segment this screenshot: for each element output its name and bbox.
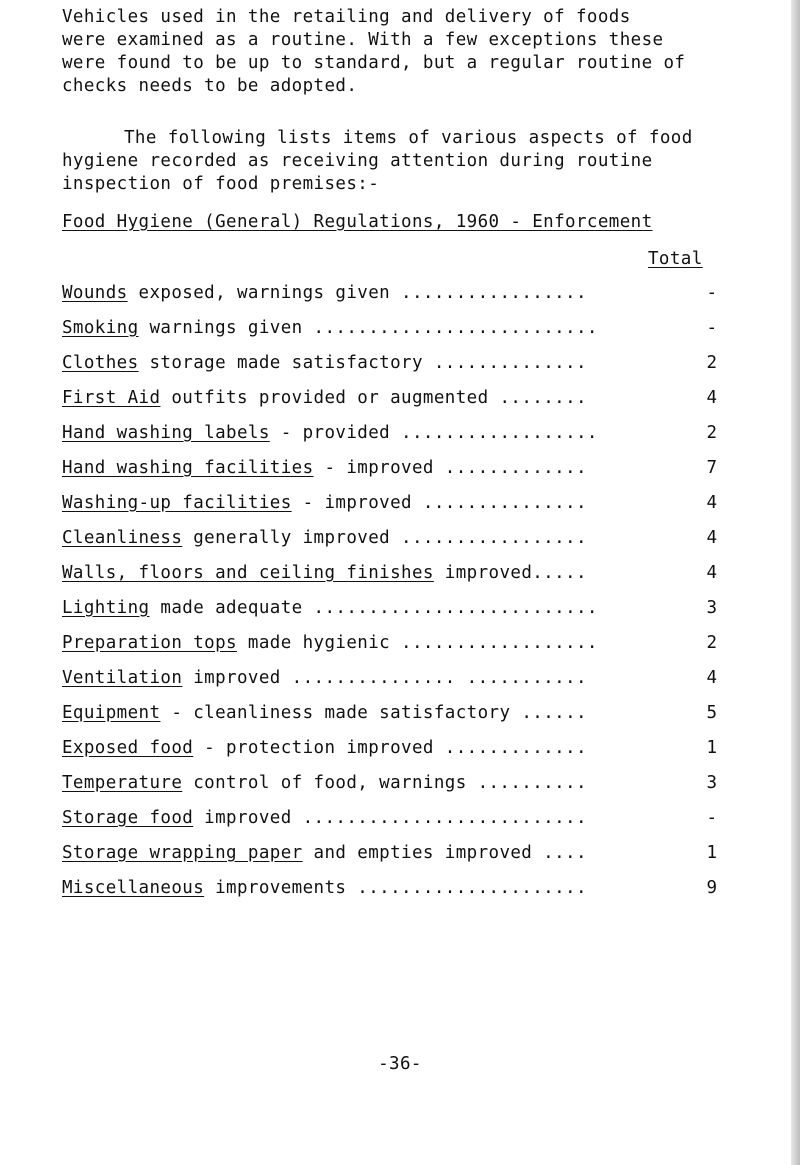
list-item [62,633,732,668]
item-underlined-subject: Ventilation [62,668,183,688]
list-item [62,598,732,633]
list-item [62,528,732,563]
list-item [62,283,732,318]
list-item [62,353,732,388]
list-item [62,738,732,773]
item-rest-text: made adequate .......................... [149,598,598,618]
item-description [62,703,587,723]
list-item [62,563,732,598]
item-description [62,668,587,688]
list-item [62,423,732,458]
item-underlined-subject: Miscellaneous [62,878,205,898]
paragraph-line: Vehicles used in the retailing and delivery of foods [62,7,631,27]
item-rest-text: improvements ..................... [204,878,587,898]
second-paragraph [62,127,762,196]
item-underlined-subject: Lighting [62,598,150,618]
item-description [62,388,587,408]
item-description [62,843,587,863]
enforcement-list [62,283,732,913]
item-underlined-subject: Storage food [62,808,194,828]
item-description [62,773,587,793]
item-total: 4 [706,668,718,688]
item-rest-text: improved ............... ........... [182,668,587,688]
item-total: 1 [706,843,718,863]
item-rest-text: improved .......................... [193,808,587,828]
item-description [62,458,587,478]
item-rest-text: - cleanliness made satisfactory ...... [160,703,587,723]
item-total: 3 [706,598,718,618]
item-total: 2 [706,423,718,443]
section-heading: Food Hygiene (General) Regulations, 1960 - Enforcement [62,212,653,232]
list-item [62,703,732,738]
item-rest-text: - protection improved ............. [193,738,587,758]
item-underlined-subject: Temperature [62,773,183,793]
item-description [62,598,598,618]
item-total: 4 [706,388,718,408]
intro-paragraph [62,6,762,98]
item-total: 5 [706,703,718,723]
item-underlined-subject: Cleanliness [62,528,183,548]
page-number: -36- [378,1054,422,1074]
item-rest-text: and empties improved .... [302,843,587,863]
item-underlined-subject: Smoking [62,318,139,338]
paragraph-line: hygiene recorded as receiving attention during routine [62,151,653,171]
item-total: - [706,283,718,303]
item-description [62,493,587,513]
item-total: 4 [706,528,718,548]
paragraph-line: were found to be up to standard, but a regular routine of [62,53,686,73]
item-rest-text: - improved ............... [291,493,587,513]
item-underlined-subject: Walls, floors and ceiling finishes [62,563,434,583]
item-rest-text: improved..... [433,563,587,583]
list-item [62,493,732,528]
total-column-header: Total [648,249,703,269]
item-total: 9 [706,878,718,898]
item-total: 2 [706,633,718,653]
item-rest-text: exposed, warnings given ................. [127,283,587,303]
list-item [62,773,732,808]
item-underlined-subject: Wounds [62,283,128,303]
item-description [62,423,598,443]
item-total: - [706,318,718,338]
item-total: 4 [706,493,718,513]
item-rest-text: outfits provided or augmented ........ [160,388,587,408]
item-underlined-subject: Hand washing facilities [62,458,314,478]
item-description [62,738,587,758]
item-rest-text: - provided .................. [269,423,598,443]
item-total: - [706,808,718,828]
item-rest-text: storage made satisfactory .............. [138,353,587,373]
item-rest-text: made hygienic .................. [236,633,598,653]
item-total: 1 [706,738,718,758]
item-description [62,353,587,373]
item-description [62,633,598,653]
item-underlined-subject: Hand washing labels [62,423,270,443]
item-underlined-subject: First Aid [62,388,161,408]
paragraph-line: The following lists items of various aspects of food [124,128,693,148]
list-item [62,843,732,878]
item-underlined-subject: Preparation tops [62,633,237,653]
item-underlined-subject: Storage wrapping paper [62,843,303,863]
item-rest-text: generally improved ................. [182,528,587,548]
list-item [62,878,732,913]
item-description [62,283,587,303]
item-underlined-subject: Exposed food [62,738,194,758]
paragraph-line: inspection of food premises:- [62,174,380,194]
list-item [62,668,732,703]
item-description [62,528,587,548]
item-description [62,318,598,338]
item-underlined-subject: Washing-up facilities [62,493,292,513]
item-rest-text: control of food, warnings .......... [182,773,587,793]
list-item [62,318,732,353]
item-description [62,808,587,828]
item-description [62,878,587,898]
item-underlined-subject: Equipment [62,703,161,723]
list-item [62,388,732,423]
list-item [62,808,732,843]
item-description [62,563,587,583]
item-rest-text: warnings given .......................... [138,318,598,338]
item-total: 4 [706,563,718,583]
list-item [62,458,732,493]
item-total: 3 [706,773,718,793]
paragraph-line: checks needs to be adopted. [62,76,358,96]
item-underlined-subject: Clothes [62,353,139,373]
paragraph-line: were examined as a routine. With a few exceptions these [62,30,664,50]
item-rest-text: - improved ............. [313,458,587,478]
item-total: 2 [706,353,718,373]
page-edge-shadow [791,0,800,1165]
item-total: 7 [706,458,718,478]
